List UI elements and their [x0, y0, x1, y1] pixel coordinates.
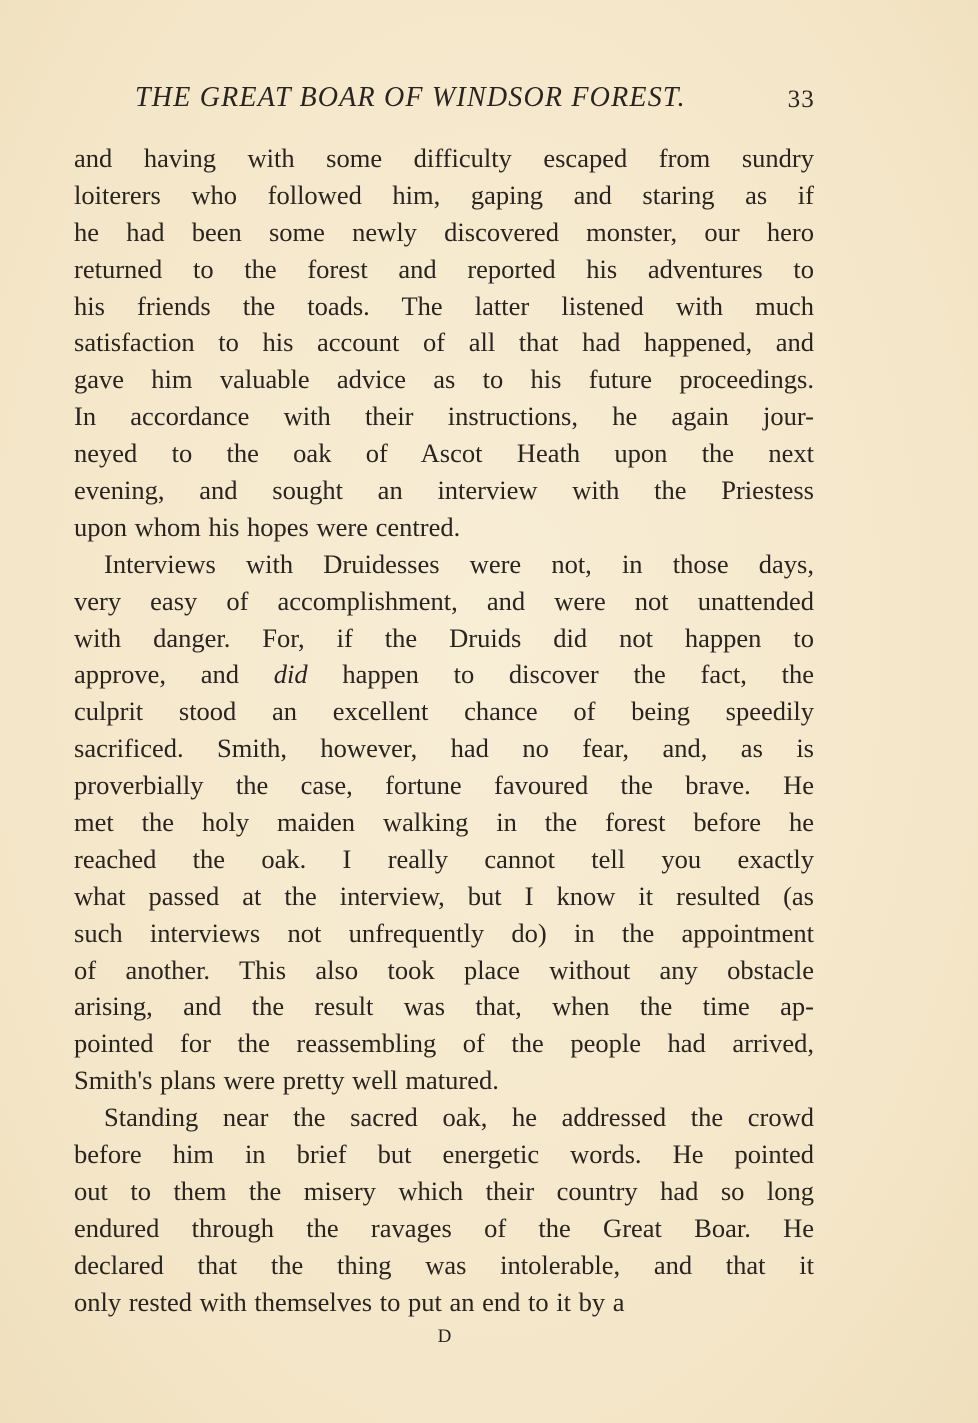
paragraph: [74, 140, 814, 546]
text-line: neyed to the oak of Ascot Heath upon the next: [74, 438, 814, 469]
paragraph: [74, 1099, 814, 1320]
text-line: arising, and the result was that, when the time ap-: [74, 991, 814, 1022]
body-text: [74, 140, 814, 1321]
text-line: upon whom his hopes were centred.: [74, 511, 461, 542]
text-line: sacrificed. Smith, however, had no fear, and, as is: [74, 733, 814, 764]
text-line: reached the oak. I really cannot tell you exactly: [74, 843, 814, 874]
text-line: declared that the thing was intolerable, and that it: [74, 1249, 814, 1280]
text-line: he had been some newly discovered monster, our hero: [74, 216, 814, 247]
running-head-title: THE GREAT BOAR OF WINDSOR FOREST.: [135, 82, 686, 113]
text-line: evening, and sought an interview with the Priestess: [74, 475, 814, 506]
text-line: of another. This also took place without any obstacle: [74, 954, 814, 985]
text-line: Standing near the sacred oak, he addressed the crowd: [104, 1102, 814, 1133]
text-line: returned to the forest and reported his adventures to: [74, 253, 814, 284]
page-number: 33: [787, 86, 815, 113]
text-line: out to them the misery which their country had so long: [74, 1175, 814, 1206]
text-line: such interviews not unfrequently do) in the appointment: [74, 917, 814, 948]
text-line: his friends the toads. The latter listened with much: [74, 290, 814, 321]
text-line: approve, and did happen to discover the fact, the: [74, 659, 814, 690]
text-line: and having with some difficulty escaped from sundry: [74, 143, 814, 173]
running-head: [135, 78, 815, 118]
text-line: gave him valuable advice as to his future proceedings.: [74, 364, 814, 395]
text-line: pointed for the reassembling of the people had arrived,: [74, 1028, 814, 1059]
paragraph: [74, 546, 814, 1099]
text-line: what passed at the interview, but I know it resulted (as: [74, 880, 814, 911]
text-line: satisfaction to his account of all that had happened, and: [74, 327, 814, 358]
text-line: met the holy maiden walking in the forest before he: [74, 807, 814, 838]
text-line: In accordance with their instructions, he again jour-: [74, 401, 814, 432]
text-line: Smith's plans were pretty well matured.: [74, 1065, 499, 1096]
signature-mark: D: [437, 1326, 453, 1347]
text-line: endured through the ravages of the Great Boar. He: [74, 1212, 814, 1243]
text-line: Interviews with Druidesses were not, in those days,: [104, 548, 814, 579]
text-line: only rested with themselves to put an end to it by a: [74, 1286, 625, 1317]
text-line: culprit stood an excellent chance of being speedily: [74, 696, 814, 727]
text-line: proverbially the case, fortune favoured the brave. He: [74, 770, 814, 801]
text-line: with danger. For, if the Druids did not happen to: [74, 622, 814, 653]
text-line: loiterers who followed him, gaping and staring as if: [74, 179, 814, 210]
text-line: very easy of accomplishment, and were not unattended: [74, 585, 814, 616]
text-line: before him in brief but energetic words. He pointed: [74, 1139, 814, 1170]
